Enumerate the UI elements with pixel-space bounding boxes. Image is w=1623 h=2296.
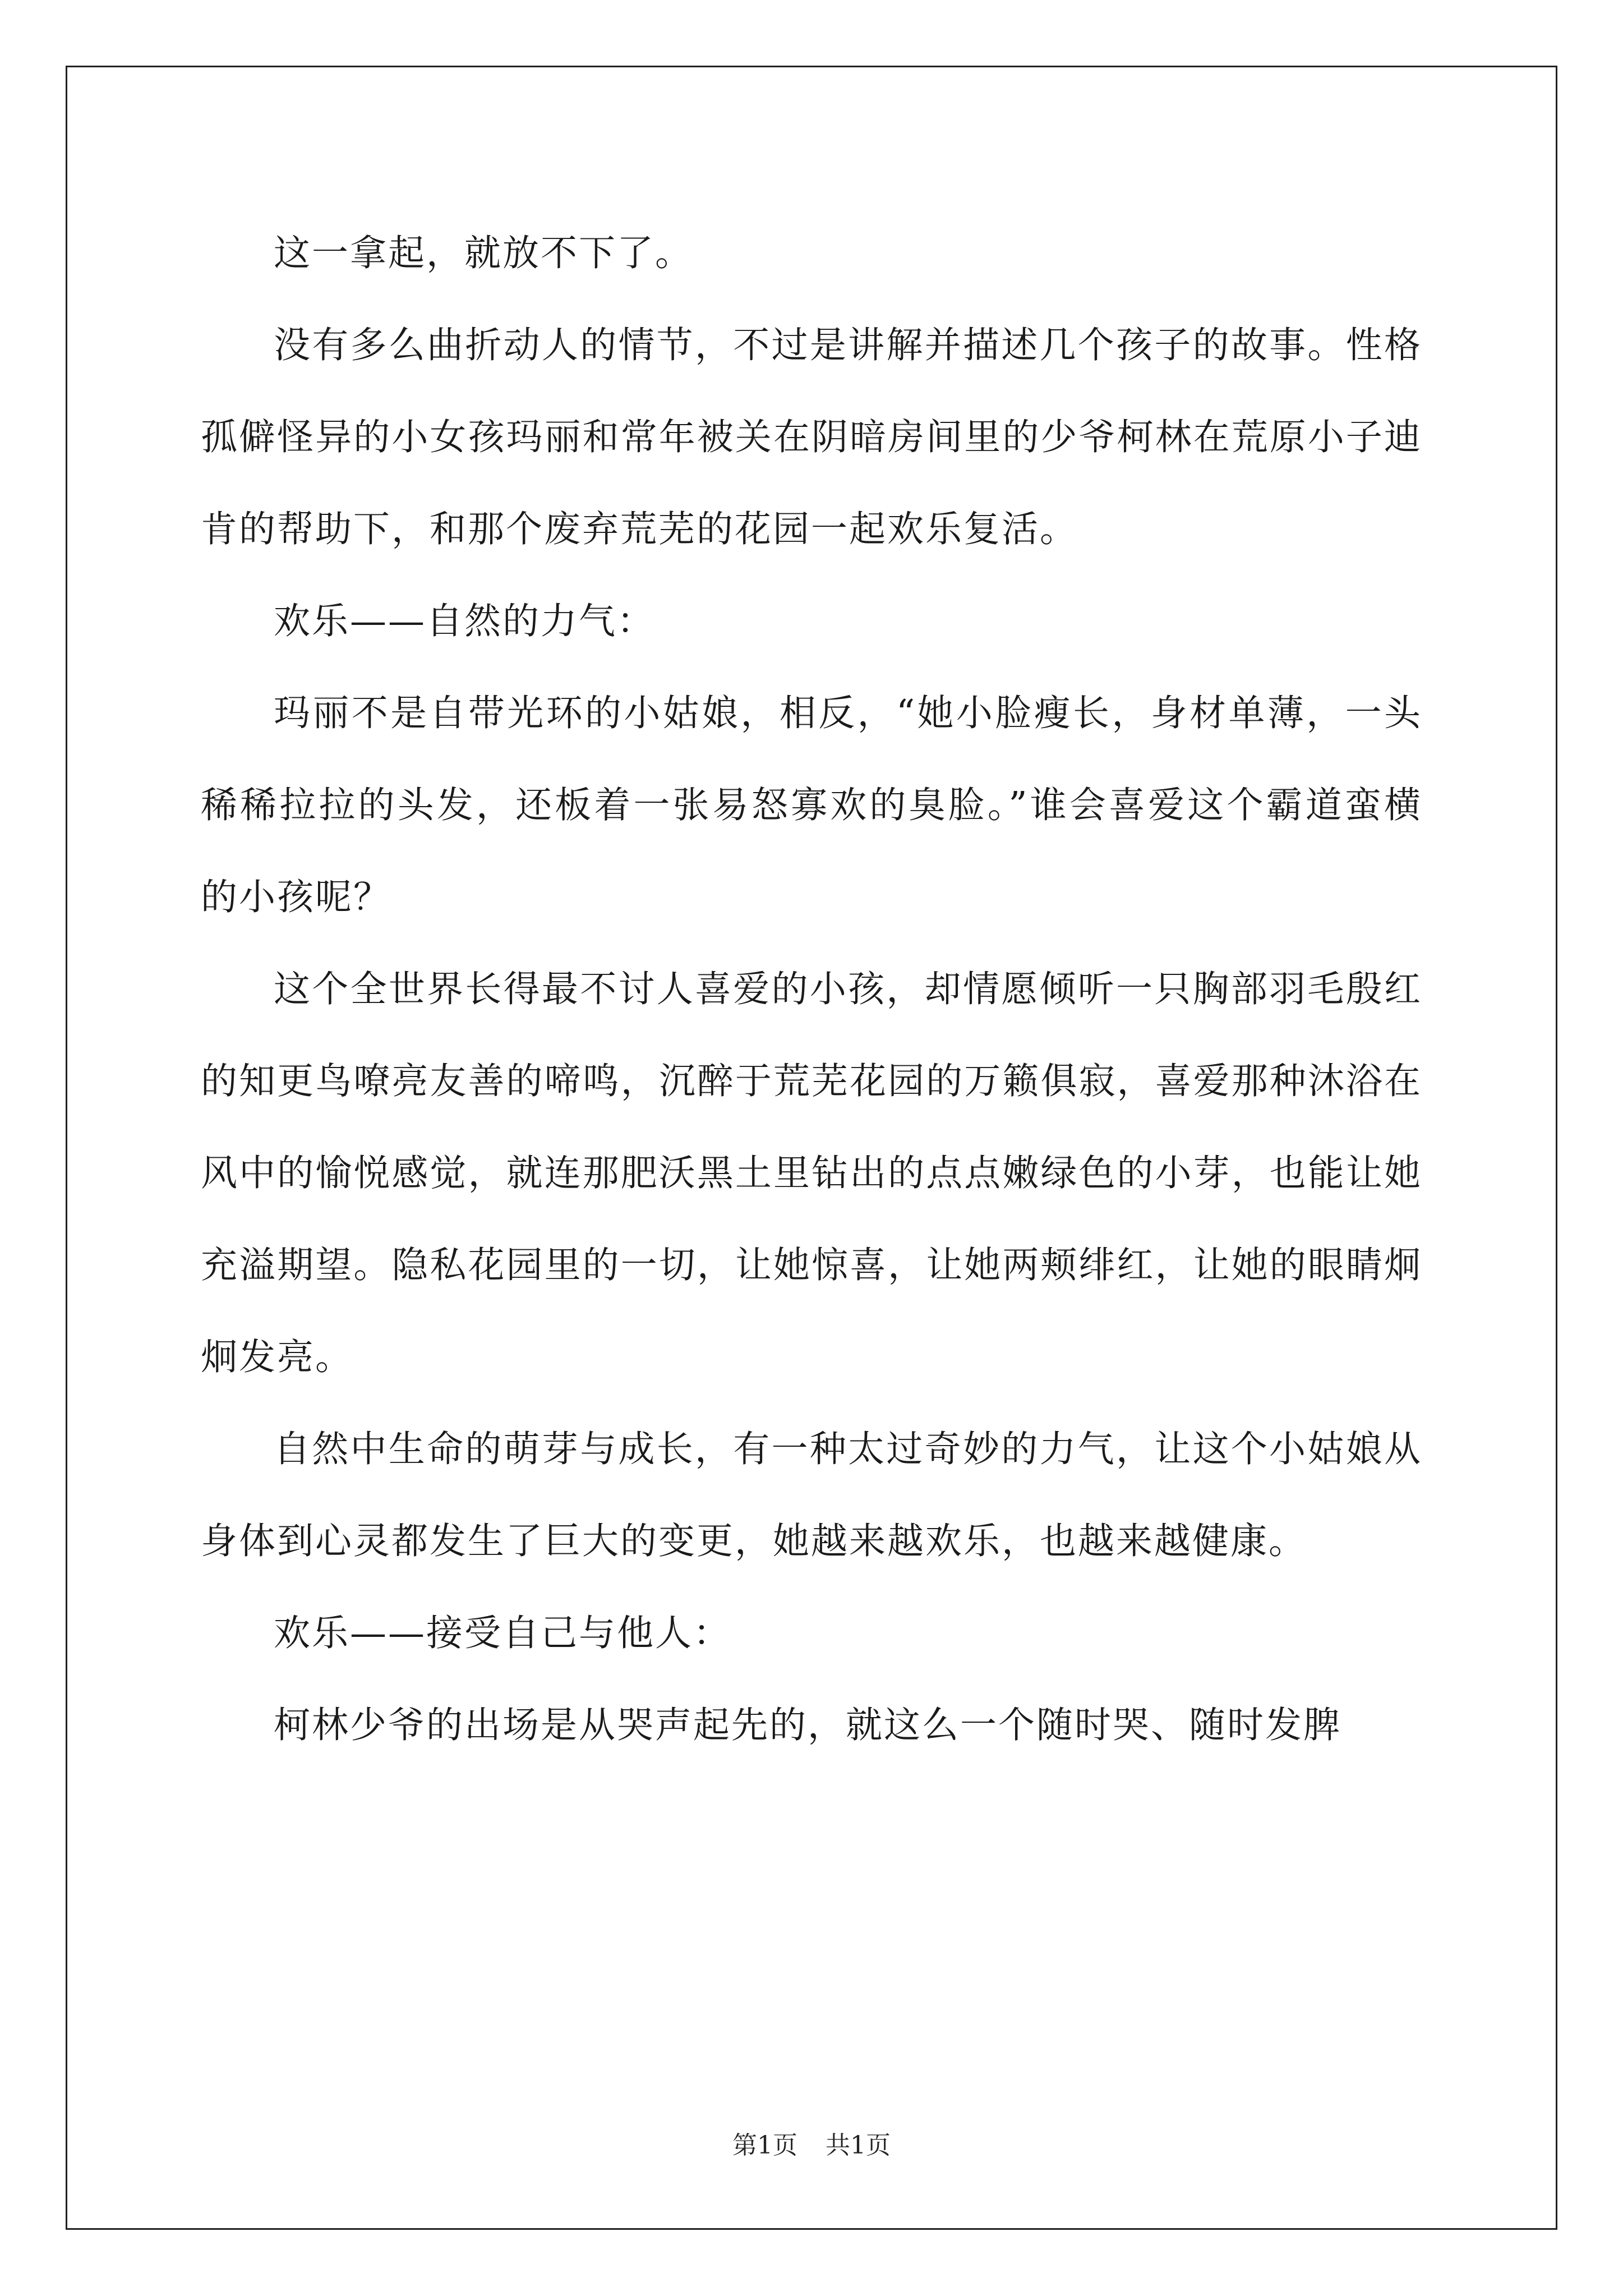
paragraph: 玛丽不是自带光环的小姑娘，相反，“她小脸瘦长，身材单薄，一头稀稀拉拉的头发，还板着一张易怒寡欢的臭脸。”谁会喜爱这个霸道蛮横的小孩呢？ xyxy=(201,692,1422,918)
paragraph: 柯林少爷的出场是从哭声起先的，就这么一个随时哭、随时发脾 xyxy=(274,1704,1342,1746)
paragraph: 没有多么曲折动人的情节，不过是讲解并描述几个孩子的故事。性格孤僻怪异的小女孩玛丽和常年被关在阴暗房间里的少爷柯林在荒原小子迪肯的帮助下，和那个废弃荒芜的花园一起欢乐复活。 xyxy=(201,324,1422,550)
paragraph: 这一拿起，就放不下了。 xyxy=(274,232,694,274)
paragraph: 欢乐——自然的力气： xyxy=(274,600,656,642)
paragraph: 这个全世界长得最不讨人喜爱的小孩，却情愿倾听一只胸部羽毛殷红的知更鸟嘹亮友善的啼鸣，沉醉于荒芜花园的万籁俱寂，喜爱那种沐浴在风中的愉悦感觉，就连那肥沃黑土里钻出的点点嫩绿色的小芽，也能让她充溢期望。隐私花园里的一切，让她惊喜，让她两颊绯红，让她的眼睛炯炯发亮。 xyxy=(201,968,1422,1378)
page-number: 第1页 xyxy=(732,2131,797,2160)
document-body xyxy=(201,208,1422,1772)
paragraph: 自然中生命的萌芽与成长，有一种太过奇妙的力气，让这个小姑娘从身体到心灵都发生了巨大的变更，她越来越欢乐，也越来越健康。 xyxy=(201,1428,1422,1562)
page-total: 共1页 xyxy=(826,2131,891,2160)
paragraph: 欢乐——接受自己与他人： xyxy=(274,1612,732,1654)
page-footer xyxy=(0,2125,1623,2161)
